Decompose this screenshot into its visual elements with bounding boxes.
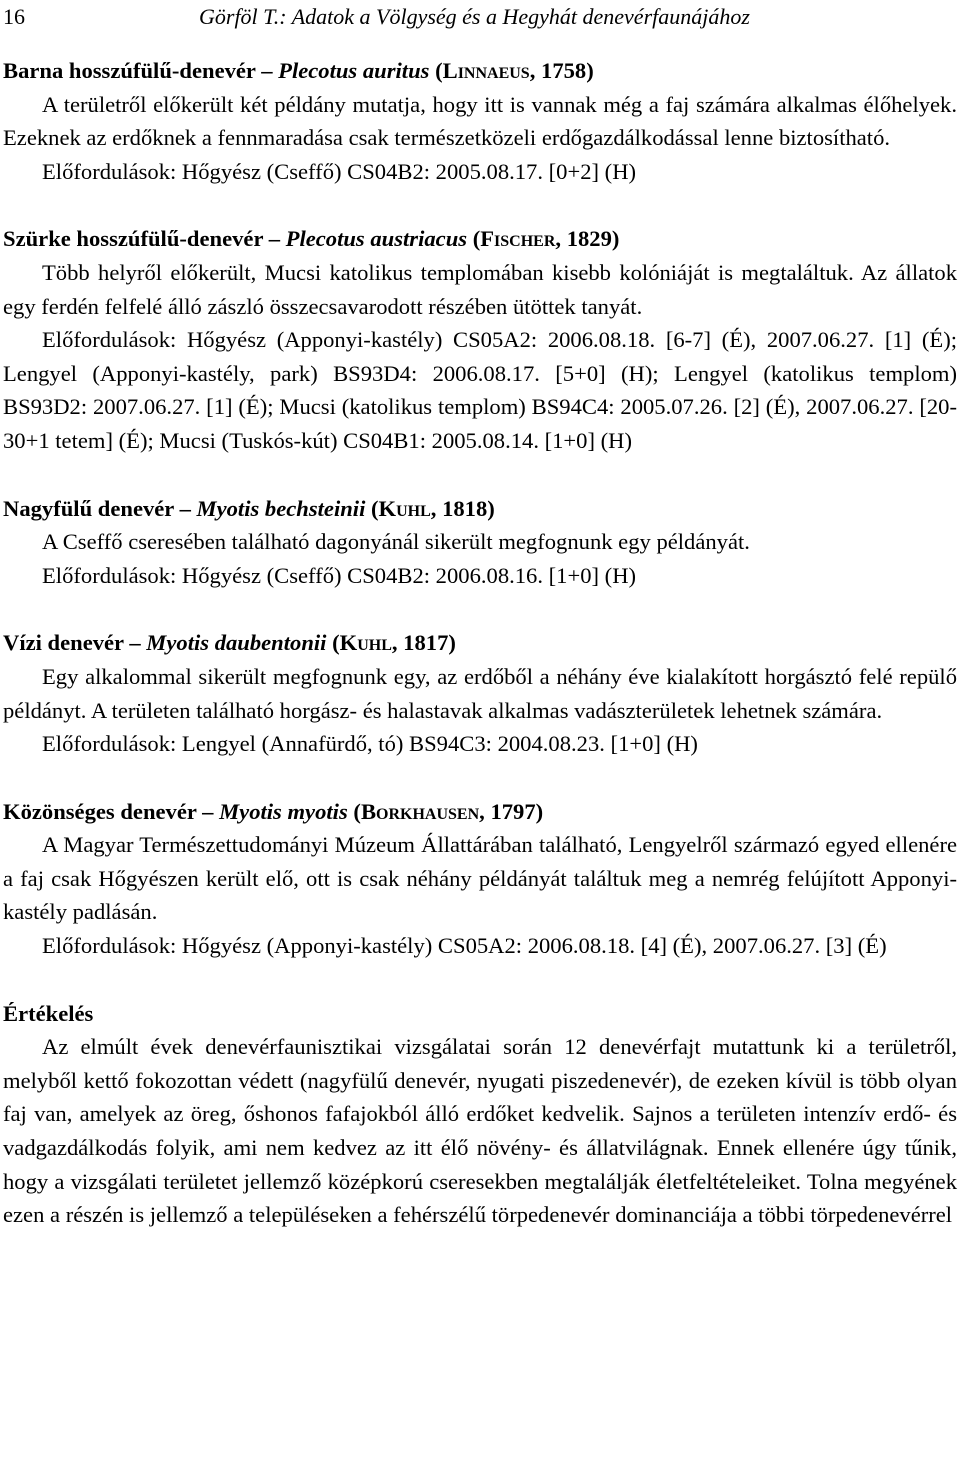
author-open: ( xyxy=(365,495,379,521)
occurrences: Előfordulások: Hőgyész (Cseffő) CS04B2: 2005.08.17. [0+2] (H) xyxy=(42,158,637,184)
occurrences: Előfordulások: Hőgyész (Apponyi-kastély) CS05A2: 2006.08.18. [4] (É), 2007.06.27. [3] (É) xyxy=(42,933,887,959)
occurrences: Előfordulások: Lengyel (Annafürdő, tó) BS94C3: 2004.08.23. [1+0] (H) xyxy=(42,731,698,757)
author-open: ( xyxy=(467,226,481,252)
species-heading xyxy=(3,795,957,829)
author-year: , 1758) xyxy=(529,58,594,83)
evaluation-section xyxy=(3,997,957,1232)
author-open: ( xyxy=(326,630,340,656)
heading-dash: – xyxy=(196,798,220,824)
common-name: Vízi denevér xyxy=(3,630,124,656)
author-year: , 1829) xyxy=(555,226,620,252)
scientific-name: Plecotus auritus xyxy=(278,58,430,83)
species-section-myotis-daubentonii xyxy=(3,626,957,760)
author-name: Kuhl xyxy=(378,495,431,521)
scientific-name: Myotis daubentonii xyxy=(146,630,327,656)
species-heading xyxy=(3,222,957,256)
author-name: Borkhausen xyxy=(360,798,480,824)
author-year: , 1817) xyxy=(391,630,456,656)
running-title: Görföl T.: Adatok a Völgység és a Hegyhát denevérfaunájához xyxy=(199,4,750,29)
heading-dash: – xyxy=(263,226,286,252)
common-name: Nagyfülű denevér xyxy=(3,495,174,521)
author-name: Linnaeus xyxy=(442,58,530,83)
scientific-name: Plecotus austriacus xyxy=(285,226,468,252)
evaluation-body: Az elmúlt évek denevérfaunisztikai vizsgálatai során 12 denevérfajt mutattunk ki a területről, melyből kettő fokozottan védett (nagyfülű denevér, nyugati piszedenevér), de ezeken kívül is több olyan faj van, amelyek az öreg, őshonos fafajokból álló erdőket kedvelik. Sajnos a területen intenzív erdő- és vadgazdálkodás folyik, ami nem kedvez az itt élő növény- és állatvilágnak. Ennek ellenére úgy tűnik, hogy a vizsgálati területet jellemző középkorú cseresekben megtalálják életfeltételeiket. Tolna megyének ezen a részén is jellemző a településeken a fehérszélű törpedenevér dominanciája a többi törpedenevérrel xyxy=(3,1034,957,1228)
heading-dash: – xyxy=(255,58,279,83)
author-year: , 1818) xyxy=(430,495,495,521)
species-section-plecotus-austriacus xyxy=(3,222,957,457)
common-name: Barna hosszúfülű-denevér xyxy=(3,58,256,83)
author-open: ( xyxy=(347,798,361,824)
occurrences: Előfordulások: Hőgyész (Cseffő) CS04B2: 2006.08.16. [1+0] (H) xyxy=(42,562,637,588)
species-heading xyxy=(3,492,957,526)
document-page xyxy=(3,0,957,1232)
occurrences: Előfordulások: Hőgyész (Apponyi-kastély) CS05A2: 2006.08.18. [6-7] (É), 2007.06.27. [1] (É); Lengyel (Apponyi-kastély, park) BS93D4: 2006.08.17. [5+0] (H); Lengyel (katolikus templom) BS93D2: 2007.06.27. [1] (É); Mucsi (katolikus templom) BS94C4: 2005.07.26. [2] (É), 2007.06.27. [20-30+1 tetem] (É); Mucsi (Tuskós-kút) CS04B1: 2005.08.14. [1+0] (H) xyxy=(3,327,957,453)
heading-dash: – xyxy=(123,630,147,656)
species-heading xyxy=(3,626,957,660)
species-description: A területről előkerült két példány mutatja, hogy itt is vannak még a faj számára alkalmas élőhelyek. Ezeknek az erdőknek a fennmaradása csak természetközeli erdőgazdálkodással lenne biztosítható. xyxy=(3,91,957,151)
author-open: ( xyxy=(429,58,443,83)
author-year: , 1797) xyxy=(479,798,544,824)
heading-dash: – xyxy=(173,495,197,521)
scientific-name: Myotis myotis xyxy=(219,798,348,824)
author-name: Kuhl xyxy=(339,630,392,656)
species-description: A Magyar Természettudományi Múzeum Állattárában található, Lengyelről származó egyed ellenére a faj csak Hőgyészen került elő, ott is csak néhány példányát találtuk meg a nemrég felújított Apponyi-kastély padlásán. xyxy=(3,832,957,925)
common-name: Közönséges denevér xyxy=(3,798,197,824)
page-number: 16 xyxy=(3,4,25,29)
species-description: Több helyről előkerült, Mucsi katolikus templomában kisebb kolóniáját is megtaláltuk. Az állatok egy ferdén felfelé álló zászló összecsavarodott részében ütöttek tanyát. xyxy=(3,259,957,319)
species-heading xyxy=(3,54,957,88)
scientific-name: Myotis bechsteinii xyxy=(196,495,366,521)
species-description: A Cseffő cseresében található dagonyánál sikerült megfognunk egy példányát. xyxy=(42,529,750,555)
running-header xyxy=(3,4,957,34)
species-description: Egy alkalommal sikerült megfognunk egy, az erdőből a néhány éve kialakított horgásztó felé repülő példányt. A területen található horgász- és halastavak alkalmas vadászterületek lehetnek számára. xyxy=(3,663,957,723)
species-section-plecotus-auritus xyxy=(3,54,957,188)
species-section-myotis-myotis xyxy=(3,795,957,963)
common-name: Szürke hosszúfülű-denevér xyxy=(3,226,264,252)
author-name: Fischer xyxy=(480,226,556,252)
evaluation-heading: Értékelés xyxy=(3,1000,94,1026)
species-section-myotis-bechsteinii xyxy=(3,492,957,593)
